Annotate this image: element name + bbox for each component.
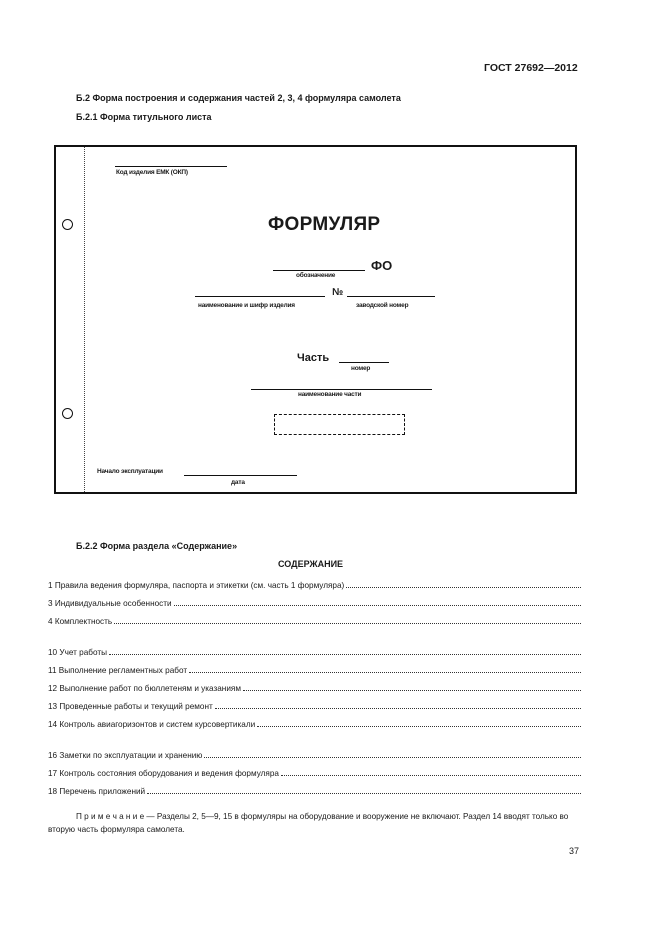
standard-number: ГОСТ 27692—2012	[484, 62, 578, 74]
code-label: Код изделия ЕМК (ОКП)	[116, 169, 188, 176]
main-title: ФОРМУЛЯР	[268, 214, 381, 235]
section-b21-title: Б.2.1 Форма титульного листа	[76, 112, 212, 122]
fo-suffix: ФО	[371, 258, 393, 273]
toc-item: 3 Индивидуальные особенности	[48, 599, 581, 608]
binding-margin-line	[84, 147, 85, 492]
contents-heading: СОДЕРЖАНИЕ	[278, 559, 344, 569]
designation-line	[273, 270, 365, 271]
factory-number-line	[347, 296, 435, 297]
toc-item: 11 Выполнение регламентных работ	[48, 666, 581, 675]
note-label: П р и м е ч а н и е	[76, 812, 145, 821]
sheet-border	[54, 145, 577, 494]
number-caption: номер	[351, 365, 371, 372]
product-name-caption: наименование и шифр изделия	[198, 302, 295, 309]
toc-item: 10 Учет работы	[48, 648, 581, 657]
toc-item: 13 Проведенные работы и текущий ремонт	[48, 702, 581, 711]
operation-date-line	[184, 475, 297, 476]
toc-item: 16 Заметки по эксплуатации и хранению	[48, 751, 581, 760]
date-caption: дата	[231, 479, 245, 486]
toc-item: 4 Комплектность	[48, 617, 581, 626]
section-b22-title: Б.2.2 Форма раздела «Содержание»	[76, 541, 238, 551]
page-number: 37	[569, 846, 580, 856]
part-name-line	[251, 389, 432, 390]
designation-caption: обозначение	[296, 272, 336, 279]
note-text: — Разделы 2, 5—9, 15 в формуляры на оборудование и вооружение не включают. Раздел 14 вводят только во вторую часть формуляра самолета.	[48, 812, 569, 834]
part-label: Часть	[297, 352, 330, 364]
toc-item: 12 Выполнение работ по бюллетеням и указаниям	[48, 684, 581, 693]
punch-hole-icon	[62, 219, 73, 230]
part-name-caption: наименование части	[298, 391, 362, 398]
note-paragraph	[48, 810, 583, 836]
number-sign: №	[332, 287, 344, 298]
operation-start-label: Начало эксплуатации	[97, 468, 163, 475]
punch-hole-icon	[62, 408, 73, 419]
product-name-line	[195, 296, 325, 297]
toc-item: 18 Перечень приложений	[48, 787, 581, 796]
part-number-line	[339, 362, 389, 363]
toc-item: 14 Контроль авиагоризонтов и систем курсовертикали	[48, 720, 581, 729]
stamp-placeholder	[274, 414, 405, 435]
toc-item: 17 Контроль состояния оборудования и ведения формуляра	[48, 769, 581, 778]
toc-item: 1 Правила ведения формуляра, паспорта и этикетки (см. часть 1 формуляра)	[48, 581, 581, 590]
factory-number-caption: заводской номер	[356, 302, 409, 309]
code-line	[115, 166, 227, 167]
section-b2-title: Б.2 Форма построения и содержания частей 2, 3, 4 формуляра самолета	[76, 93, 401, 103]
